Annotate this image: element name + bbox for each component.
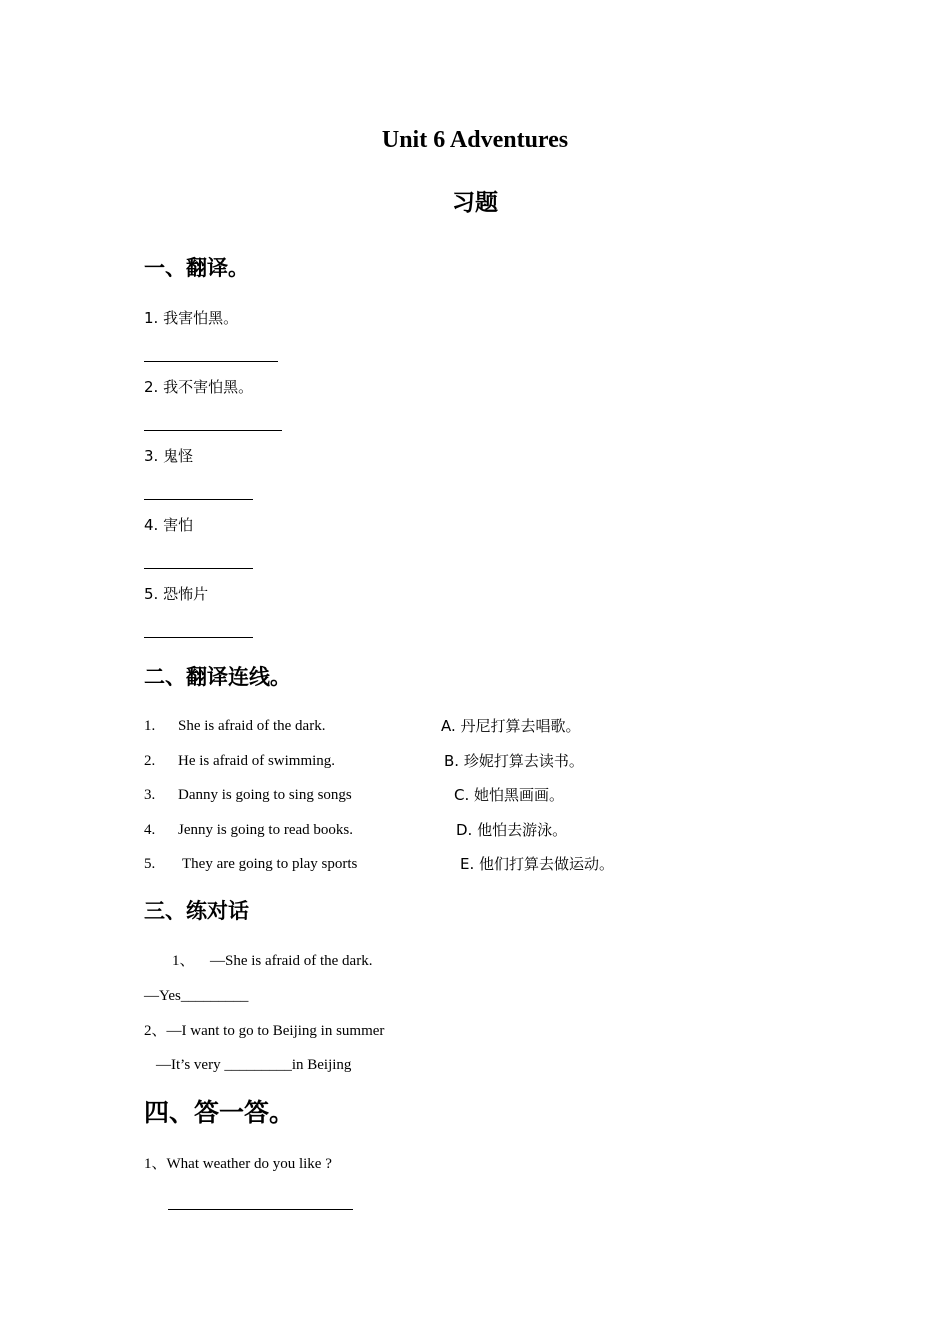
question-1: 1、What weather do you like ? bbox=[144, 1156, 332, 1172]
match-left-num: 3. bbox=[144, 787, 156, 803]
translate-item-1: 1. 我害怕黑。 bbox=[144, 309, 239, 327]
page-title: Unit 6 Adventures bbox=[381, 127, 569, 153]
match-right-text: D. 他怕去游泳。 bbox=[456, 821, 568, 839]
section3-heading: 三、练对话 bbox=[144, 899, 249, 923]
answer-line-5[interactable] bbox=[144, 637, 253, 638]
section4-heading: 四、答一答。 bbox=[144, 1098, 295, 1127]
section2-heading: 二、翻译连线。 bbox=[144, 665, 291, 689]
answer-line-2[interactable] bbox=[144, 430, 282, 431]
translate-item-5: 5. 恐怖片 bbox=[144, 585, 209, 603]
match-left-text: He is afraid of swimming. bbox=[178, 753, 336, 769]
answer-line-1[interactable] bbox=[144, 361, 278, 362]
dialog-line: —Yes_________ bbox=[144, 988, 249, 1004]
answer-line-4[interactable] bbox=[144, 568, 253, 569]
match-left-text: They are going to play sports bbox=[182, 856, 358, 872]
answer-line-3[interactable] bbox=[144, 499, 253, 500]
match-left-num: 2. bbox=[144, 753, 156, 769]
match-right-text: E. 他们打算去做运动。 bbox=[460, 855, 615, 873]
translate-item-2: 2. 我不害怕黑。 bbox=[144, 378, 254, 396]
section1-heading: 一、翻译。 bbox=[144, 256, 249, 280]
match-right-text: B. 珍妮打算去读书。 bbox=[444, 752, 584, 770]
dialog-line: —It’s very _________in Beijing bbox=[156, 1057, 352, 1073]
translate-item-4: 4. 害怕 bbox=[144, 516, 194, 534]
match-left-num: 5. bbox=[144, 856, 156, 872]
match-right-text: A. 丹尼打算去唱歌。 bbox=[441, 717, 581, 735]
match-left-num: 4. bbox=[144, 822, 156, 838]
dialog-line: —She is afraid of the dark. bbox=[210, 953, 373, 969]
answer-line-question-1[interactable] bbox=[168, 1209, 353, 1210]
match-left-text: Jenny is going to read books. bbox=[178, 822, 353, 838]
match-right-text: C. 她怕黑画画。 bbox=[454, 786, 565, 804]
page-subtitle: 习题 bbox=[452, 190, 498, 216]
dialog-number: 1、 bbox=[172, 953, 195, 969]
match-left-text: She is afraid of the dark. bbox=[178, 718, 326, 734]
match-left-num: 1. bbox=[144, 718, 156, 734]
match-left-text: Danny is going to sing songs bbox=[178, 787, 352, 803]
dialog-line: 2、—I want to go to Beijing in summer bbox=[144, 1023, 385, 1039]
translate-item-3: 3. 鬼怪 bbox=[144, 447, 194, 465]
